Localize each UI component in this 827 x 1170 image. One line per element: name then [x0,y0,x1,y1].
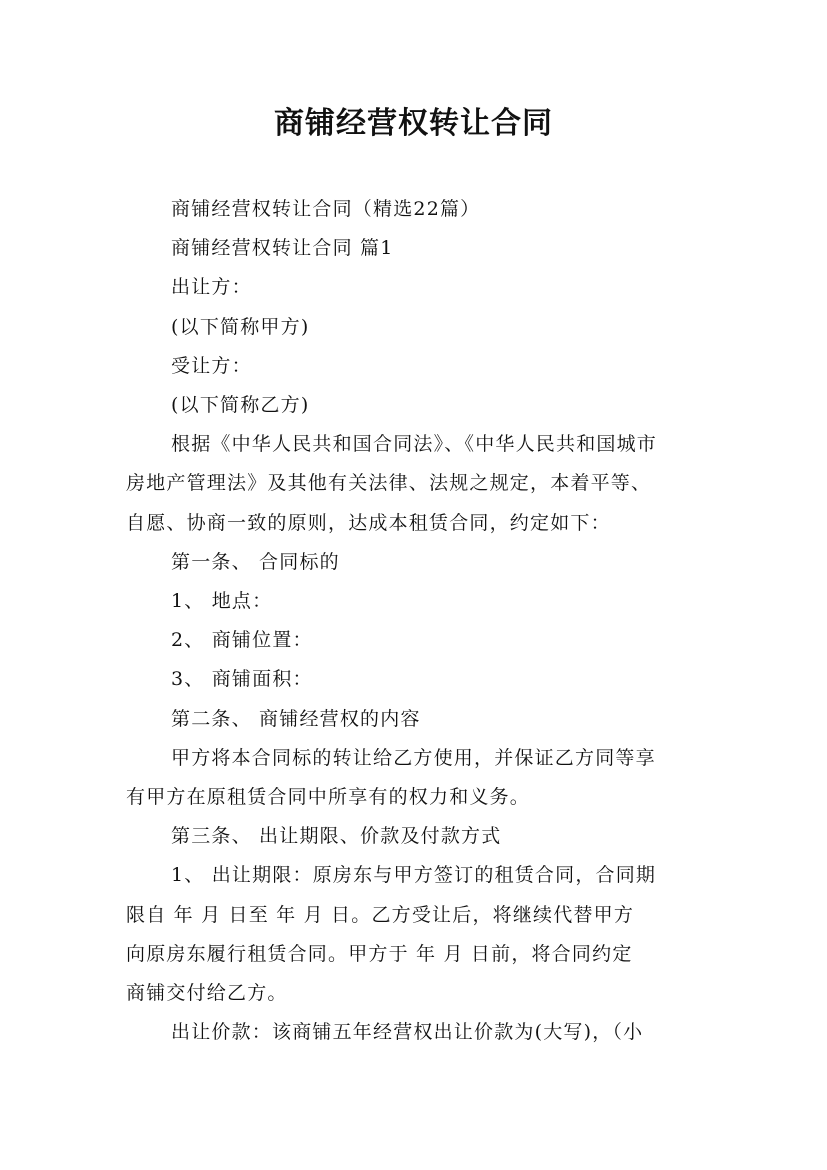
paragraph-line: 商铺经营权转让合同（精选22篇） [171,198,481,220]
paragraph-line: 出让方： [171,276,252,299]
paragraph-line: 自愿、协商一致的原则，达成本租赁合同，约定如下： [126,511,611,534]
paragraph-line: 房地产管理法》及其他有关法律、法规之规定，本着平等、 [126,472,652,495]
paragraph-line: 商铺交付给乙方。 [126,982,288,1005]
document-body [126,190,706,1052]
paragraph-line: 第三条、 出让期限、价款及付款方式 [171,825,502,848]
paragraph-line: 受让方： [171,354,252,377]
paragraph-line: 3、 商铺面积： [171,668,313,691]
paragraph-line: 有甲方在原租赁合同中所享有的权力和义务。 [126,786,531,809]
paragraph-line: 向原房东履行租赁合同。甲方于 年 月 日前，将合同约定 [126,942,633,965]
paragraph-line: (以下简称甲方) [171,315,310,338]
paragraph-line: 根据《中华人民共和国合同法》、《中华人民共和国城市 [171,433,658,456]
paragraph-line: 1、 出让期限：原房东与甲方签订的租赁合同，合同期 [171,864,657,887]
paragraph-line: 2、 商铺位置： [171,629,313,652]
paragraph-line: 限自 年 月 日至 年 月 日。乙方受让后，将继续代替甲方 [126,903,635,926]
document-title: 商铺经营权转让合同 [274,106,553,141]
paragraph-line: 甲方将本合同标的转让给乙方使用，并保证乙方同等享 [171,746,656,769]
paragraph-line: (以下简称乙方) [171,394,310,417]
paragraph-line: 第二条、 商铺经营权的内容 [171,707,421,730]
paragraph-line: 第一条、 合同标的 [171,550,340,573]
paragraph-line: 出让价款：该商铺五年经营权出让价款为(大写)，（小 [171,1021,644,1044]
paragraph-line: 商铺经营权转让合同 篇1 [171,237,394,260]
paragraph-line: 1、 地点： [171,590,273,613]
